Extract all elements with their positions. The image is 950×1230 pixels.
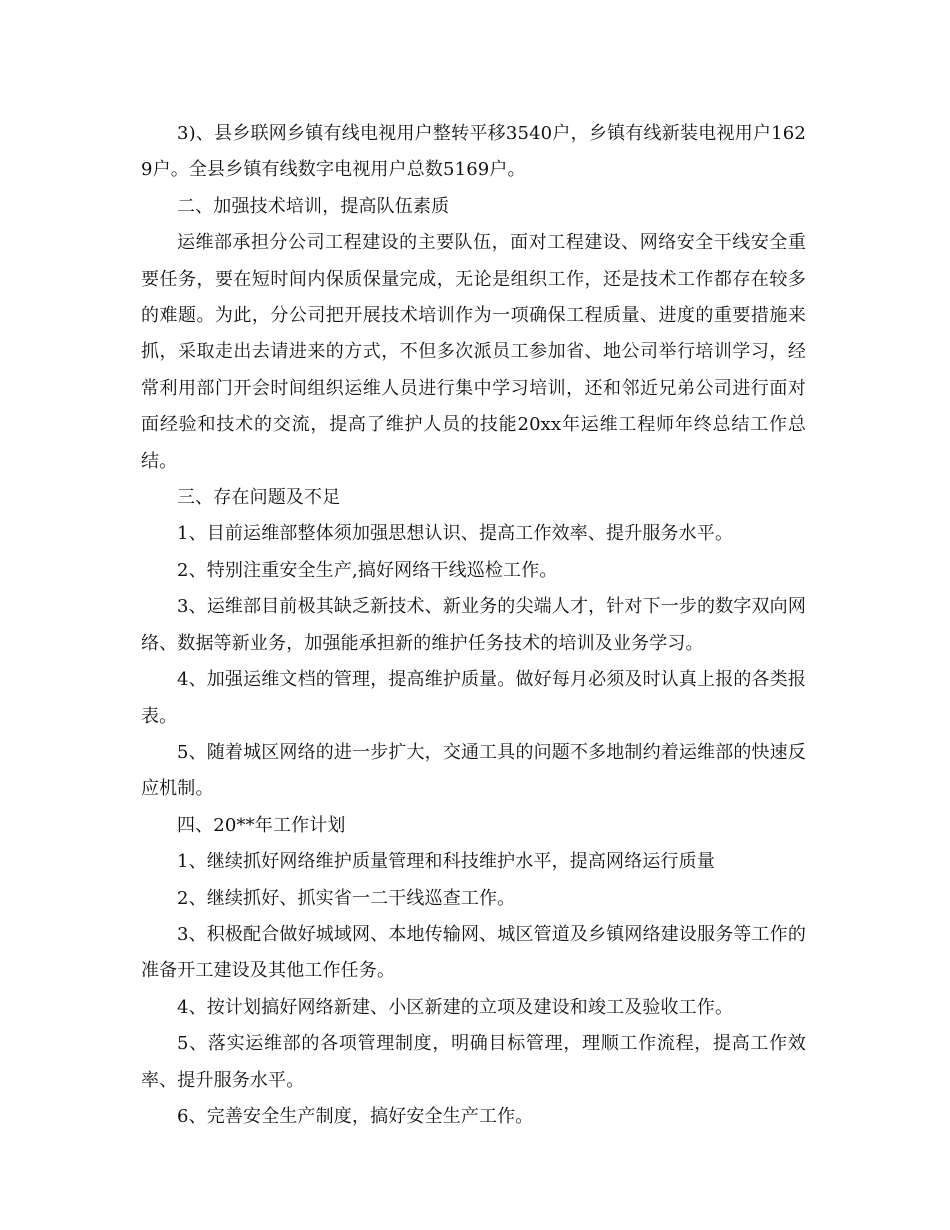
section-heading-issues: 三、存在问题及不足 bbox=[177, 487, 341, 509]
paragraph-training: 运维部承担分公司工程建设的主要队伍，面对工程建设、网络安全干线安全重要任务，要在短时间内保质保量完成，无论是组织工作，还是技术工作都存在较多的难题。为此，分公司把开展技术培训作为一项确保工程质量、进度的重要措施来抓，采取走出去请进来的方式，不但多次派员工参加省、地公司举行培训学习，经常利用部门开会时间组织运维人员进行集中学习培训，还和邻近兄弟公司进行面对面经验和技术的交流，提高了维护人员的技能20xx年运维工程师年终总结工作总结。 bbox=[141, 232, 806, 472]
plan-item-3: 3、积极配合做好城域网、本地传输网、城区管道及乡镇网络建设服务等工作的准备开工建设及其他工作任务。 bbox=[141, 923, 806, 982]
issue-item-2: 2、特别注重安全生产,搞好网络干线巡检工作。 bbox=[177, 559, 558, 581]
section-heading-training: 二、加强技术培训，提高队伍素质 bbox=[177, 195, 450, 217]
plan-item-1: 1、继续抓好网络维护质量管理和科技维护水平，提高网络运行质量 bbox=[177, 851, 715, 873]
plan-item-4: 4、按计划搞好网络新建、小区新建的立项及建设和竣工及验收工作。 bbox=[177, 996, 734, 1018]
issue-item-4: 4、加强运维文档的管理，提高维护质量。做好每月必须及时认真上报的各类报表。 bbox=[141, 669, 806, 727]
paragraph-user-stats: 3)、县乡联网乡镇有线电视用户整转平移3540户，乡镇有线新装电视用户1629户。全县乡镇有线数字电视用户总数5169户。 bbox=[141, 123, 806, 181]
plan-item-2: 2、继续抓好、抓实省一二干线巡查工作。 bbox=[177, 887, 516, 909]
document-body bbox=[141, 116, 806, 1135]
plan-item-5: 5、落实运维部的各项管理制度，明确目标管理，理顺工作流程，提高工作效率、提升服务水平。 bbox=[141, 1033, 806, 1091]
plan-item-6: 6、完善安全生产制度，搞好安全生产工作。 bbox=[177, 1105, 534, 1127]
issue-item-5: 5、随着城区网络的进一步扩大，交通工具的问题不多地制约着运维部的快速反应机制。 bbox=[141, 741, 806, 800]
issue-item-3: 3、运维部目前极其缺乏新技术、新业务的尖端人才，针对下一步的数字双向网络、数据等新业务，加强能承担新的维护任务技术的培训及业务学习。 bbox=[141, 596, 806, 654]
section-heading-plan: 四、20**年工作计划 bbox=[177, 814, 346, 836]
issue-item-1: 1、目前运维部整体须加强思想认识、提高工作效率、提升服务水平。 bbox=[177, 523, 734, 545]
